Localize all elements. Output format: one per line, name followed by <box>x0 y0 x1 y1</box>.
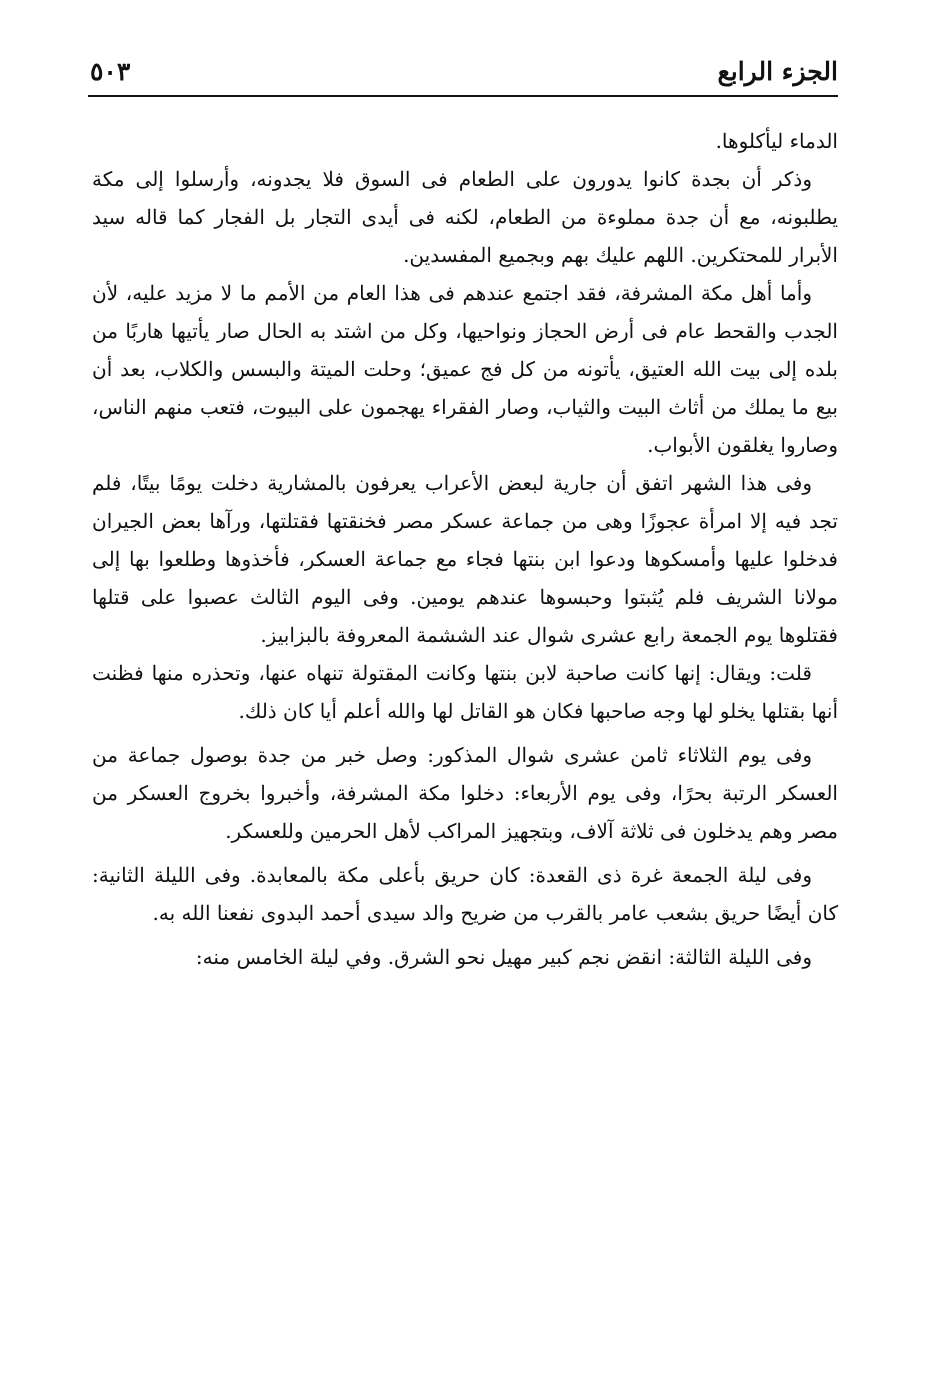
paragraph-2: وذكر أن بجدة كانوا يدورون على الطعام فى السوق فلا يجدونه، وأرسلوا إلى مكة يطلبونه، مع أن جدة مملوءة من الطعام، لكنه فى أيدى التجار بل الفجار كما قاله سيد الأبرار للمحتكرين. اللهم عليك بهم وبجميع المفسدين. <box>92 167 838 267</box>
header-title: الجزء الرابع <box>717 57 838 86</box>
paragraph-7: وفى ليلة الجمعة غرة ذى القعدة: كان حريق بأعلى مكة بالمعابدة. وفى الليلة الثانية: كان أيضًا حريق بشعب عامر بالقرب من ضريح والد سيدى أحمد البدوى نفعنا الله به. <box>92 863 838 925</box>
page-number: ٥٠٣ <box>90 57 131 86</box>
paragraph-3: وأما أهل مكة المشرفة، فقد اجتمع عندهم فى هذا العام من الأمم ما لا مزيد عليه، لأن الجدب والقحط عام فى أرض الحجاز ونواحيها، وكل من اشتد به الحال صار يأتيها هاربًا من بلده إلى بيت الله العتيق، يأتونه من كل فج عميق؛ وحلت الميتة والبسس والكلاب، بعد أن بيع ما يملك من أثاث البيت والثياب، وصار الفقراء يهجمون على البيوت، فتعب منهم الناس، وصاروا يغلقون الأبواب. <box>92 281 838 457</box>
paragraph-1: الدماء ليأكلوها. <box>715 129 838 153</box>
paragraph-8: وفى الليلة الثالثة: انقض نجم كبير مهيل نحو الشرق. وفي ليلة الخامس منه: <box>195 945 812 969</box>
paragraph-6: وفى يوم الثلاثاء ثامن عشرى شوال المذكور: وصل خبر من جدة بوصول جماعة من العسكر الرتبة بحرًا، وفى يوم الأربعاء: دخلوا مكة المشرفة، وأخبروا بخروج العسكر من مصر وهم يدخلون فى ثلاثة آلاف، وبتجهيز المراكب لأهل الحرمين وللعسكر. <box>92 743 838 843</box>
paragraph-5: قلت: ويقال: إنها كانت صاحبة لابن بنتها وكانت المقتولة تنهاه عنها، وتحذره منها فظنت أنها بقتلها يخلو لها وجه صاحبها فكان هو القاتل لها والله أعلم أيا كان ذلك. <box>92 661 838 723</box>
body-text <box>92 122 838 976</box>
paragraph-4: وفى هذا الشهر اتفق أن جارية لبعض الأعراب يعرفون بالمشارية دخلت يومًا بيتًا، فلم تجد فيه إلا امرأة عجوزًا وهى من جماعة عسكر مصر فخنقتها فقتلتها، ورآها بعض الجيران فدخلوا عليها وأمسكوها ودعوا ابن بنتها فجاء مع جماعة العسكر، فأخذوها وطلعوا بها إلى مولانا الشريف فلم يُثبتوا وحبسوها عندهم يومين. وفى اليوم الثالث عصبوا على قتلها فقتلوها يوم الجمعة رابع عشرى شوال عند الششمة المعروفة بالبزابيز. <box>92 471 838 647</box>
header-divider <box>88 95 838 97</box>
page-header <box>90 50 838 94</box>
